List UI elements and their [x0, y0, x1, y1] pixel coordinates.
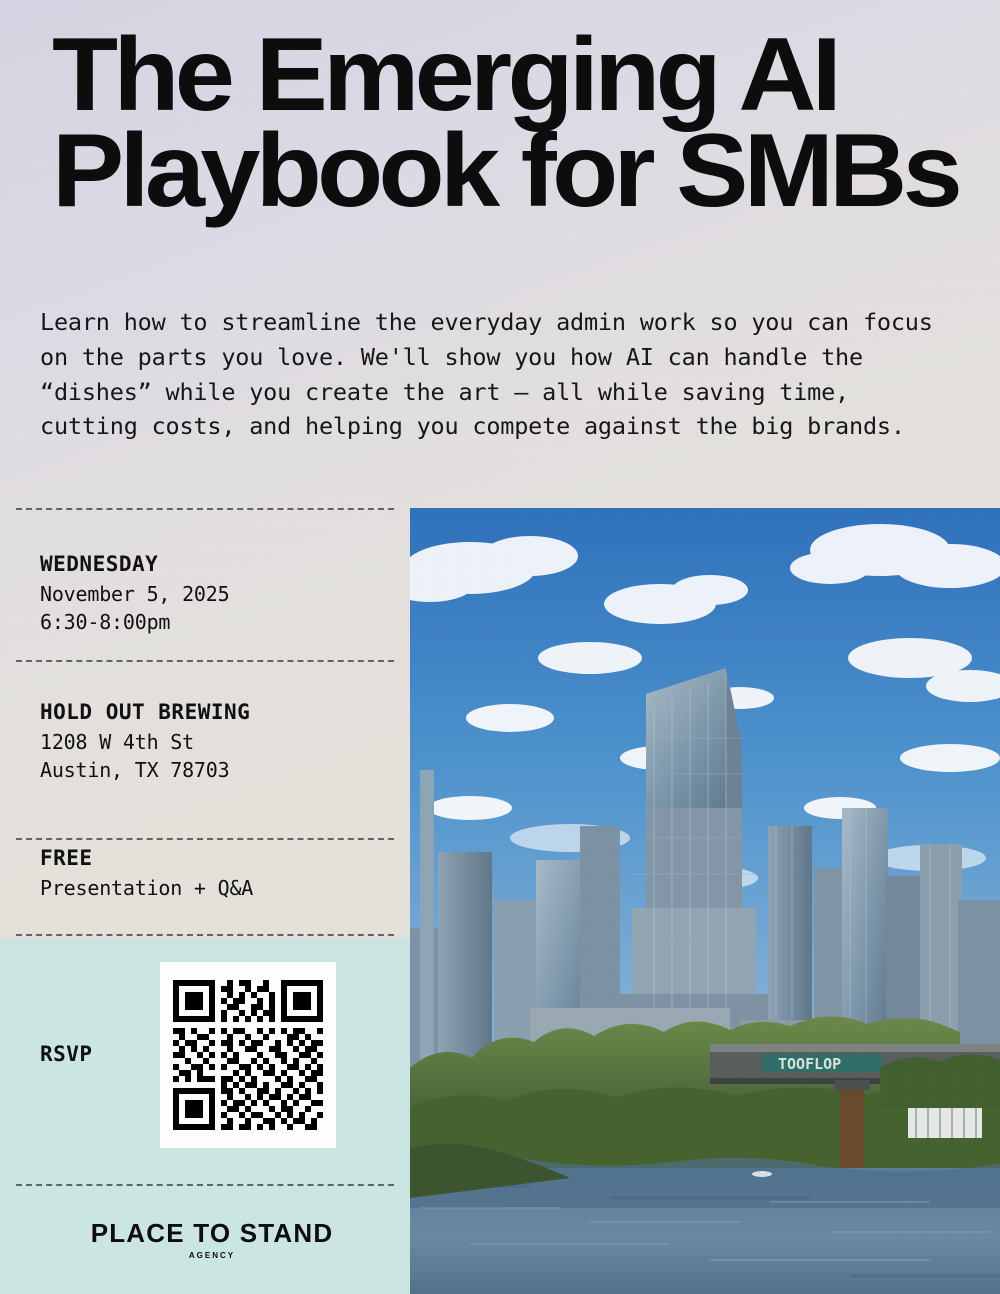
logo-name: PLACE TO STAND — [90, 1218, 334, 1248]
price-format: Presentation + Q&A — [40, 876, 254, 900]
price-block — [40, 846, 253, 902]
rsvp-qr-container[interactable] — [160, 962, 336, 1148]
divider-after-price — [16, 934, 394, 936]
date-block — [40, 552, 229, 637]
date-time: 6:30-8:00pm — [40, 610, 171, 635]
qr-code-icon[interactable] — [173, 980, 323, 1130]
venue-street: 1208 W 4th St — [40, 730, 194, 754]
skyline-photo — [410, 508, 1000, 1294]
venue-name: HOLD OUT BREWING — [40, 700, 251, 724]
divider-top — [16, 508, 394, 510]
headline-line-2: Playbook for SMBs — [52, 112, 959, 229]
agency-logo — [78, 1218, 346, 1260]
divider-after-venue — [16, 838, 394, 840]
skyline-illustration — [410, 508, 1000, 1294]
headline-line-1: The Emerging AI — [52, 17, 838, 133]
logo-subtitle: AGENCY — [188, 1251, 236, 1260]
date-day: WEDNESDAY — [40, 552, 159, 576]
rsvp-label: RSVP — [40, 1042, 93, 1066]
date-full: November 5, 2025 — [40, 582, 230, 606]
page-title — [52, 17, 1000, 229]
graffiti-text: TOOFLOP — [778, 1055, 842, 1073]
venue-city: Austin, TX 78703 — [40, 758, 230, 783]
deck-paragraph: Learn how to streamline the everyday admin work so you can focus on the parts you love. We'll show you how AI can handle the “dishes” while you create the art — all while saving time, cutting costs, and helping you compete against the big brands. — [40, 308, 933, 441]
divider-after-rsvp — [16, 1184, 394, 1186]
price-value: FREE — [40, 846, 93, 870]
venue-block — [40, 700, 250, 785]
divider-after-date — [16, 660, 394, 662]
info-column — [0, 508, 410, 1294]
